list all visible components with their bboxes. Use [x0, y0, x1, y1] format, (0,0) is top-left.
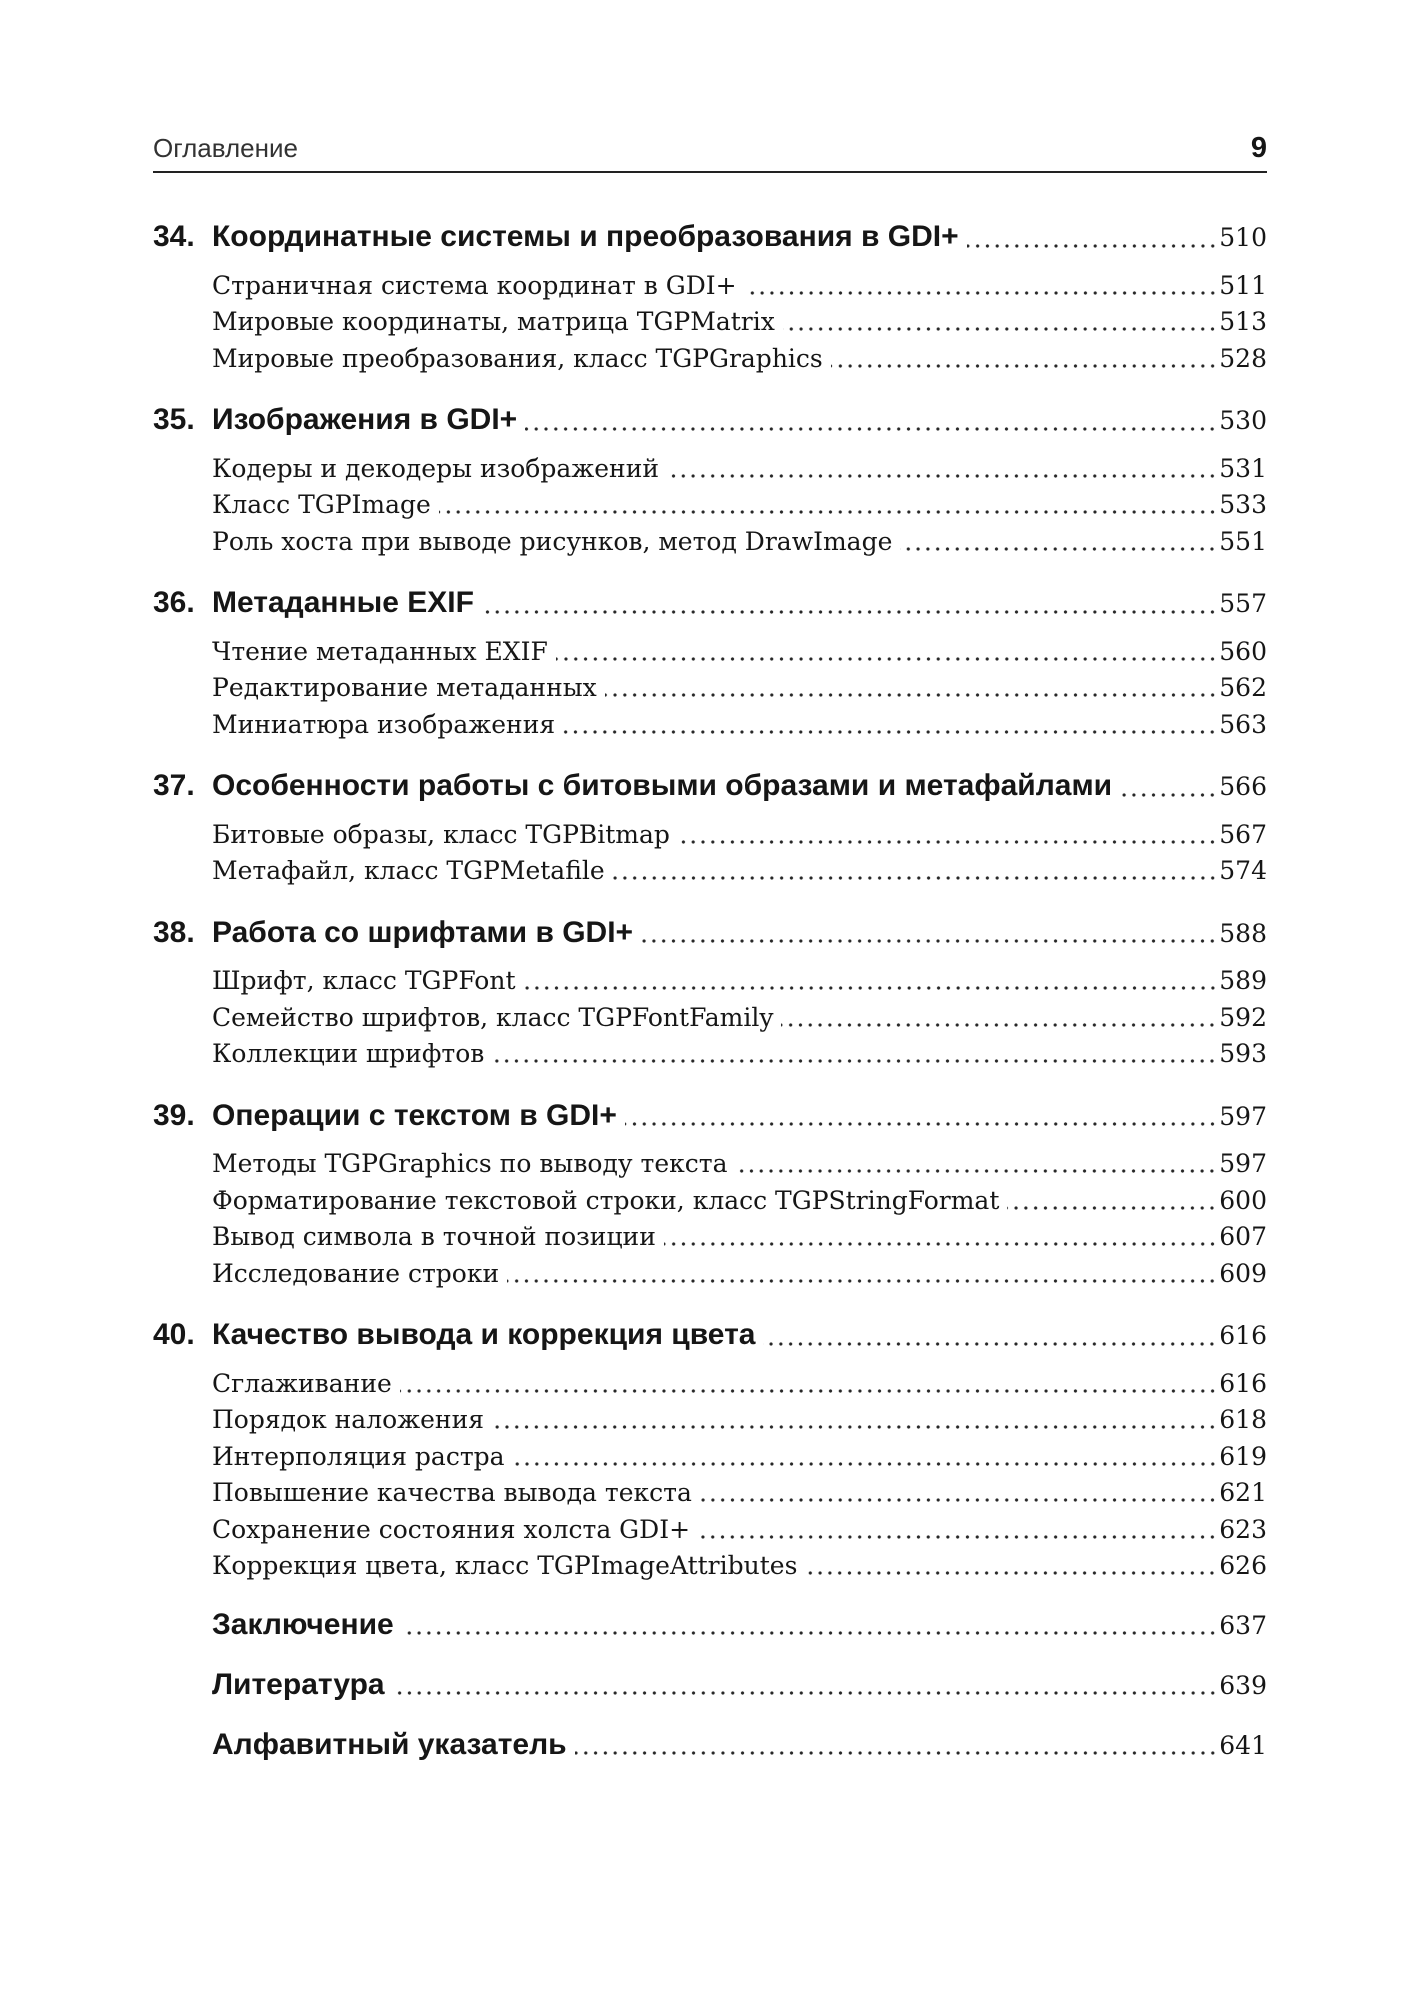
toc-page-number: 560	[1219, 636, 1267, 666]
toc-page-number: 510	[1219, 223, 1267, 252]
toc-page-number: 563	[1219, 709, 1267, 739]
section-title: Сохранение состояния холста GDI+	[212, 1514, 691, 1544]
dot-leader	[783, 326, 1217, 332]
dot-leader	[625, 1121, 1217, 1127]
toc-page-number: 557	[1219, 589, 1267, 618]
section-title: Кодеры и декодеры изображений	[212, 453, 660, 483]
toc-page-number: 597	[1219, 1101, 1267, 1131]
toc-page-number: 574	[1219, 856, 1267, 886]
section-title: Коррекция цвета, класс TGPImageAttributes	[212, 1551, 798, 1581]
dot-leader	[393, 1690, 1218, 1696]
toc-page-number: 616	[1219, 1368, 1267, 1398]
toc-section	[153, 1256, 1267, 1293]
section-title: Форматирование текстовой строки, класс TGPStringFormat	[212, 1185, 1000, 1215]
chapter-number: 38.	[153, 915, 195, 949]
toc-chapter-39	[153, 1096, 1267, 1136]
chapter-number: 36.	[153, 586, 195, 619]
toc-page-number: 618	[1219, 1405, 1267, 1435]
toc-section	[153, 268, 1267, 305]
back-matter-title: Заключение	[212, 1607, 394, 1641]
toc-page-number: 511	[1219, 270, 1267, 300]
toc-section	[153, 1402, 1267, 1439]
toc-section	[153, 341, 1267, 378]
toc-chapter-38	[153, 913, 1267, 953]
toc-section	[153, 524, 1267, 561]
toc-chapter-34	[153, 217, 1267, 257]
toc-page-number: 619	[1219, 1441, 1267, 1471]
toc-page-number: 609	[1219, 1258, 1267, 1288]
dot-leader	[667, 473, 1217, 479]
running-title: Оглавление	[153, 133, 298, 163]
dot-leader	[700, 1497, 1217, 1503]
toc-page-number: 637	[1219, 1610, 1267, 1640]
toc-chapter-35	[153, 400, 1267, 440]
toc-section	[153, 487, 1267, 524]
chapter-title: Качество вывода и коррекция цвета	[212, 1318, 756, 1351]
chapter-number: 35.	[153, 403, 195, 436]
toc-page-number: 616	[1219, 1321, 1267, 1350]
section-title: Сглаживание	[212, 1368, 392, 1398]
toc-section	[153, 1548, 1267, 1585]
chapter-number: 34.	[153, 220, 195, 253]
section-title: Мировые преобразования, класс TGPGraphics	[212, 343, 823, 373]
toc-section	[153, 707, 1267, 744]
section-title: Миниатюра изображения	[212, 709, 556, 739]
toc-section	[153, 451, 1267, 488]
dot-leader	[492, 1424, 1217, 1430]
chapter-title: Метаданные EXIF	[212, 586, 474, 619]
chapter-title: Особенности работы с битовыми образами и метафайлами	[212, 769, 1113, 802]
section-title: Мировые координаты, матрица TGPMatrix	[212, 307, 775, 337]
section-title: Интерполяция растра	[212, 1441, 505, 1471]
section-title: Битовые образы, класс TGPBitmap	[212, 819, 670, 849]
dot-leader	[507, 1278, 1217, 1284]
page-header	[153, 132, 1267, 164]
toc-section	[153, 1439, 1267, 1476]
toc-section	[153, 634, 1267, 671]
section-title: Семейство шрифтов, класс TGPFontFamily	[212, 1002, 774, 1032]
toc-page-number: 513	[1219, 307, 1267, 337]
toc-section	[153, 963, 1267, 1000]
toc-section	[153, 1000, 1267, 1037]
toc-page-number: 588	[1219, 918, 1267, 948]
dot-leader	[492, 1058, 1217, 1064]
dot-leader	[1007, 1205, 1217, 1211]
dot-leader	[805, 1570, 1217, 1576]
toc-page-number: 641	[1219, 1730, 1267, 1760]
dot-leader	[698, 1534, 1217, 1540]
toc-page-number: 531	[1219, 453, 1267, 483]
toc-chapter-37	[153, 766, 1267, 806]
chapter-title: Работа со шрифтами в GDI+	[212, 915, 634, 949]
toc-section	[153, 304, 1267, 341]
toc-page-number: 600	[1219, 1185, 1267, 1215]
section-title: Редактирование метаданных	[212, 673, 597, 703]
toc-page-number: 589	[1219, 966, 1267, 996]
section-title: Методы TGPGraphics по выводу текста	[212, 1149, 728, 1179]
chapter-number: 39.	[153, 1098, 195, 1132]
page-number: 9	[1250, 132, 1267, 164]
header-rule	[153, 171, 1267, 173]
dot-leader	[745, 290, 1218, 296]
toc-page-number: 533	[1219, 490, 1267, 520]
toc-section	[153, 1183, 1267, 1220]
toc-page-number: 623	[1219, 1514, 1267, 1544]
chapter-title: Изображения в GDI+	[212, 403, 518, 436]
toc-chapter-36	[153, 583, 1267, 623]
section-title: Роль хоста при выводе рисунков, метод DrawImage	[212, 526, 893, 556]
dot-leader	[525, 426, 1217, 432]
section-title: Страничная система координат в GDI+	[212, 270, 737, 300]
dot-leader	[678, 839, 1217, 845]
dot-leader	[831, 363, 1218, 369]
dot-leader	[563, 729, 1217, 735]
dot-leader	[967, 243, 1218, 249]
dot-leader	[482, 609, 1217, 615]
chapter-title: Координатные системы и преобразования в GDI+	[212, 220, 959, 253]
toc-section	[153, 817, 1267, 854]
back-matter-title: Алфавитный указатель	[212, 1727, 567, 1761]
section-title: Порядок наложения	[212, 1405, 485, 1435]
toc-page-number: 530	[1219, 406, 1267, 435]
toc-page-number: 639	[1219, 1670, 1267, 1700]
dot-leader	[439, 509, 1217, 515]
toc-section	[153, 1219, 1267, 1256]
dot-leader	[641, 938, 1217, 944]
toc-page-number: 593	[1219, 1039, 1267, 1069]
dot-leader	[400, 1388, 1218, 1394]
toc-page-number: 592	[1219, 1002, 1267, 1032]
section-title: Вывод символа в точной позиции	[212, 1222, 656, 1252]
toc-section	[153, 1475, 1267, 1512]
toc-back-matter-index	[153, 1725, 1267, 1765]
dot-leader	[664, 1241, 1217, 1247]
toc-page-number: 551	[1219, 526, 1267, 556]
toc-section	[153, 1366, 1267, 1403]
toc-section	[153, 1036, 1267, 1073]
dot-leader	[605, 692, 1218, 698]
section-title: Коллекции шрифтов	[212, 1039, 485, 1069]
chapter-title: Операции с текстом в GDI+	[212, 1098, 617, 1132]
toc-chapter-40	[153, 1315, 1267, 1355]
dot-leader	[513, 1461, 1218, 1467]
toc-page-number: 566	[1219, 772, 1267, 801]
dot-leader	[575, 1750, 1218, 1756]
section-title: Класс TGPImage	[212, 490, 431, 520]
section-title: Шрифт, класс TGPFont	[212, 966, 516, 996]
toc-page-number: 607	[1219, 1222, 1267, 1252]
dot-leader	[402, 1630, 1218, 1636]
section-title: Повышение качества вывода текста	[212, 1478, 692, 1508]
dot-leader	[556, 656, 1217, 662]
toc-page-number: 562	[1219, 673, 1267, 703]
toc-section	[153, 1146, 1267, 1183]
dot-leader	[735, 1168, 1217, 1174]
section-title: Метафайл, класс TGPMetafile	[212, 856, 605, 886]
dot-leader	[613, 875, 1218, 881]
toc-page-number: 597	[1219, 1149, 1267, 1179]
toc-page-number: 528	[1219, 343, 1267, 373]
toc-section	[153, 1512, 1267, 1549]
dot-leader	[763, 1341, 1217, 1347]
section-title: Исследование строки	[212, 1258, 500, 1288]
dot-leader	[781, 1022, 1217, 1028]
dot-leader	[1120, 792, 1217, 798]
toc-section	[153, 853, 1267, 890]
chapter-number: 40.	[153, 1318, 195, 1351]
table-of-contents	[153, 217, 1267, 1765]
toc-page-number: 567	[1219, 819, 1267, 849]
back-matter-title: Литература	[212, 1667, 385, 1701]
toc-section	[153, 670, 1267, 707]
chapter-number: 37.	[153, 769, 195, 802]
toc-page-number: 626	[1219, 1551, 1267, 1581]
dot-leader	[524, 985, 1218, 991]
toc-page-number: 621	[1219, 1478, 1267, 1508]
toc-back-matter-conclusion	[153, 1605, 1267, 1645]
section-title: Чтение метаданных EXIF	[212, 636, 548, 666]
toc-back-matter-bibliography	[153, 1665, 1267, 1705]
dot-leader	[900, 546, 1217, 552]
